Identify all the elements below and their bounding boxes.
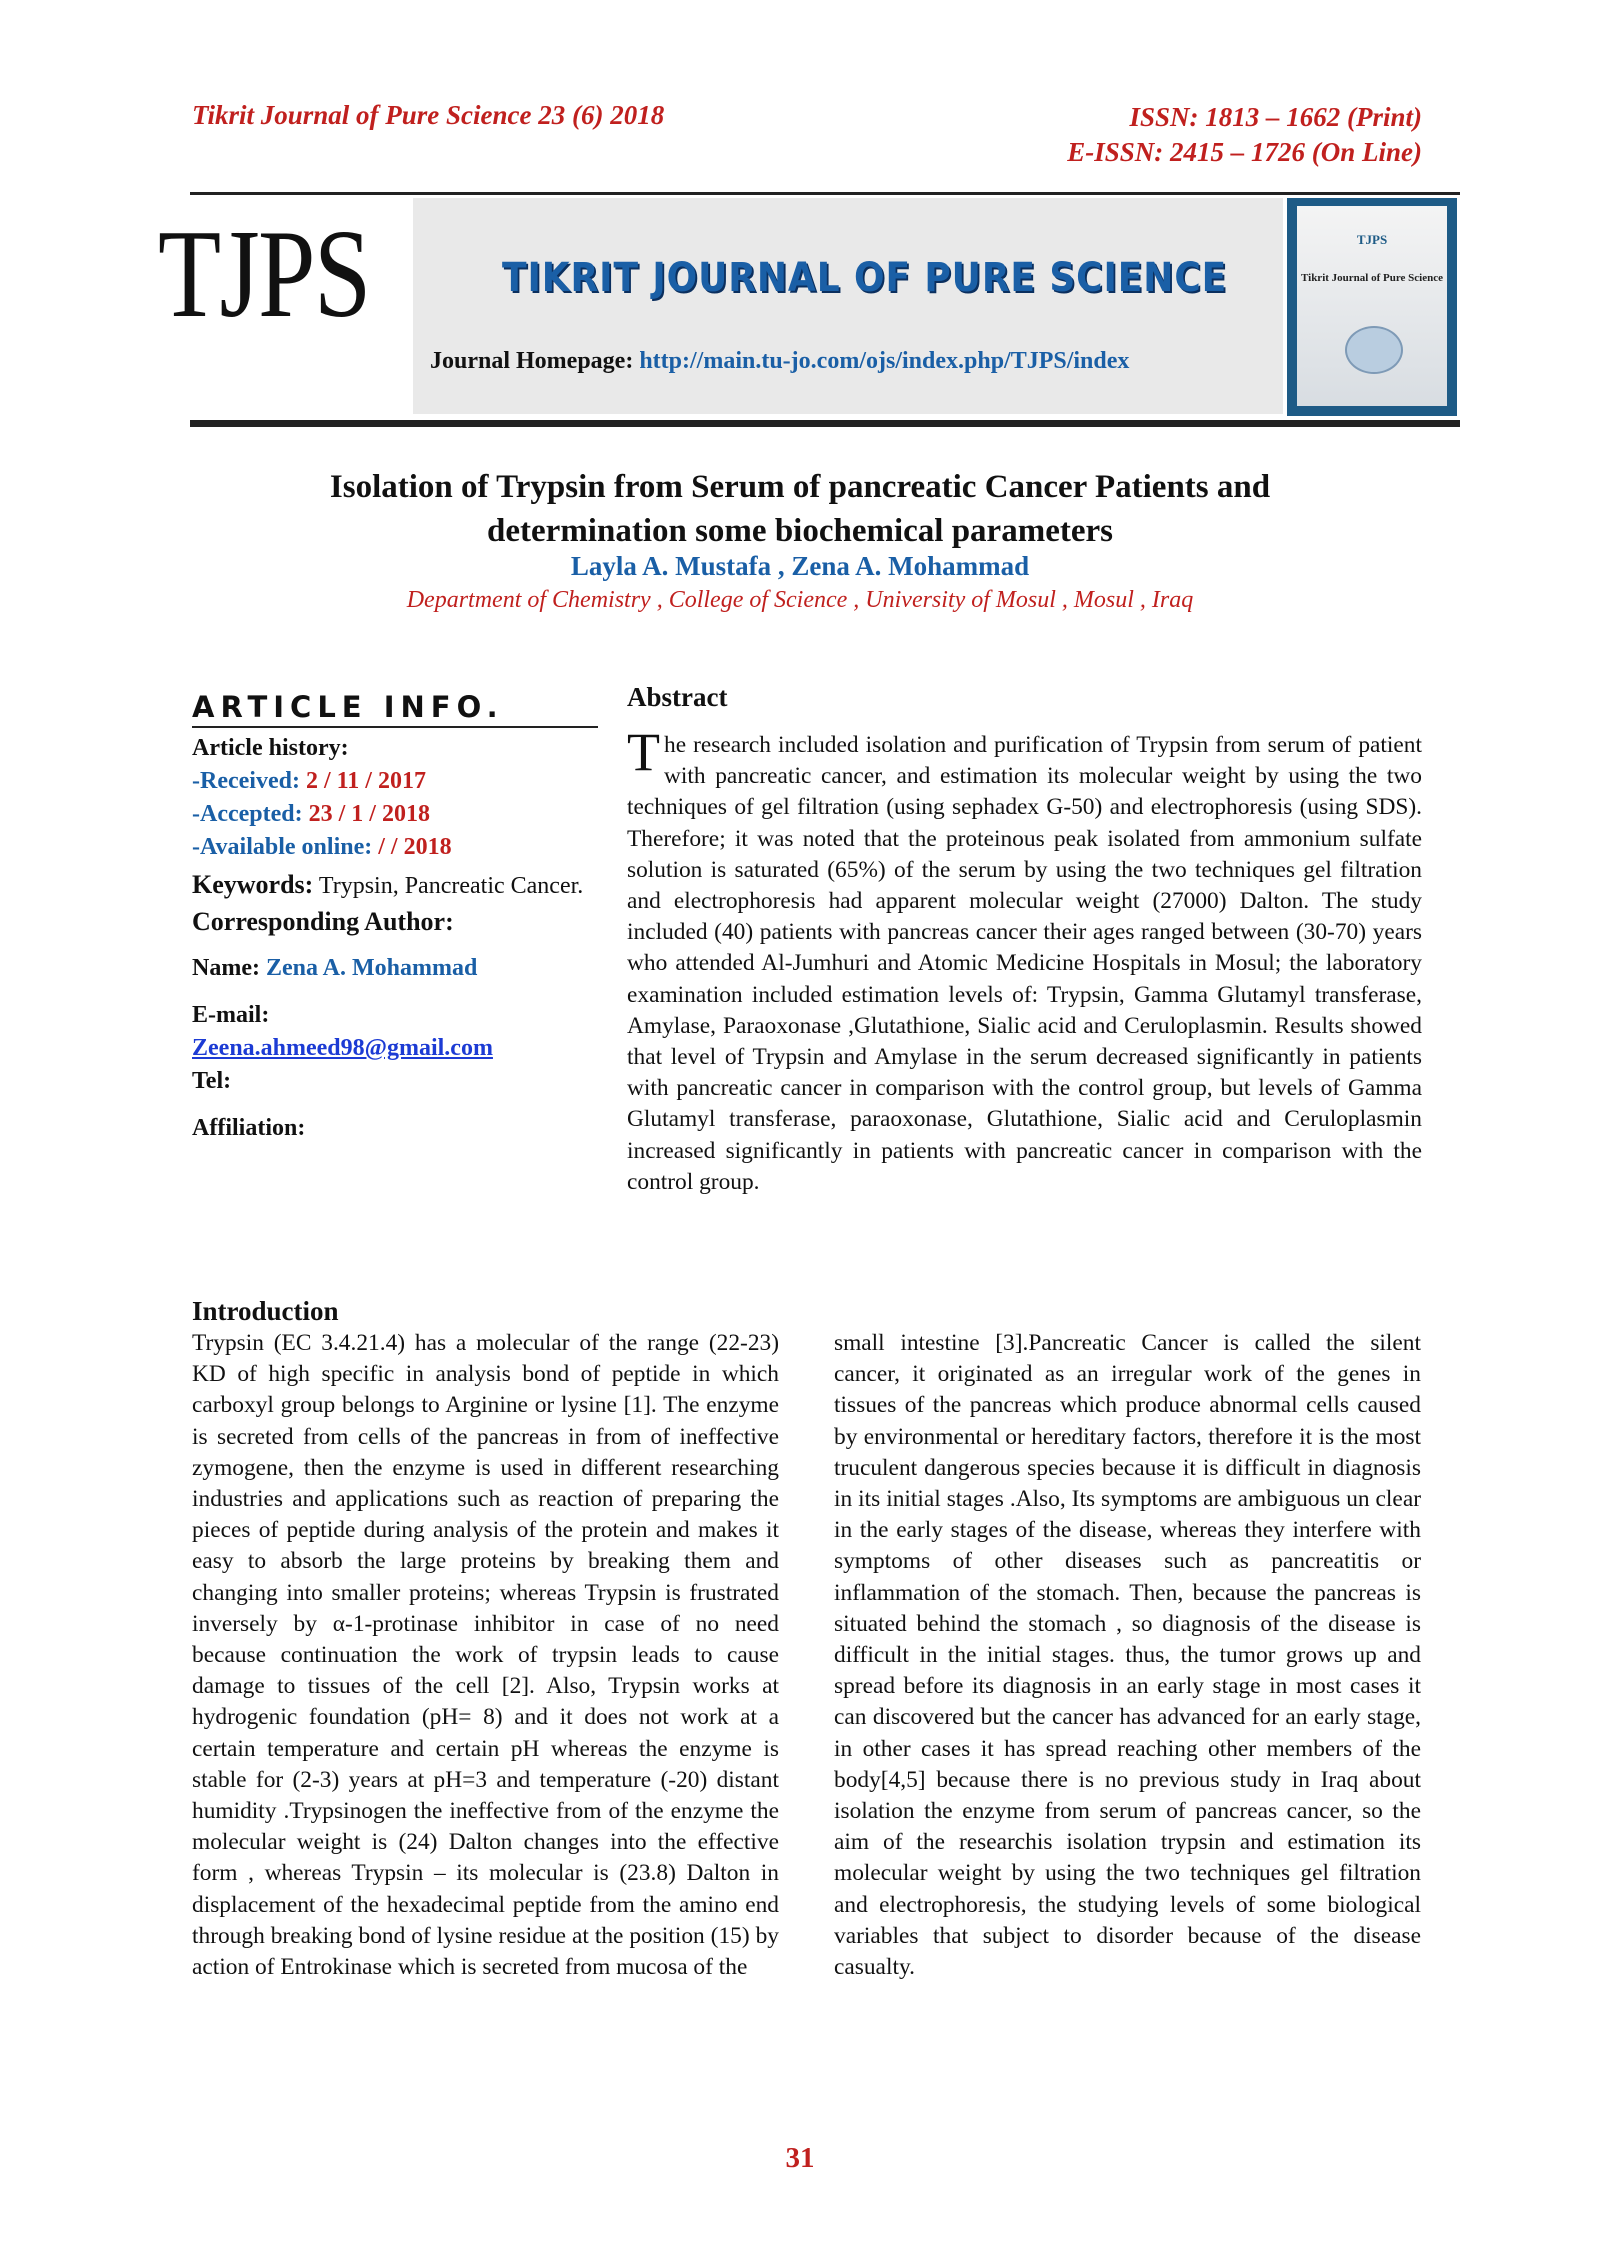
article-info-rule (192, 726, 598, 728)
name-row (192, 952, 598, 985)
history-label: Article history: (192, 735, 349, 761)
article-info-heading: ARTICLE INFO. (192, 690, 504, 724)
paper-authors: Layla A. Mustafa , Zena A. Mohammad (570, 551, 1030, 581)
email-link[interactable]: Zeena.ahmeed98@gmail.com (192, 1035, 493, 1061)
journal-banner (413, 198, 1283, 414)
received-row (192, 765, 598, 798)
received-value: 2 / 11 / 2017 (305, 768, 426, 794)
affiliation-label: Affiliation: (192, 1115, 306, 1141)
name-label: Name: (192, 955, 266, 981)
accepted-row (192, 798, 598, 831)
abstract-text (627, 722, 1422, 1198)
abstract-heading: Abstract (627, 682, 728, 712)
available-value: / / 2018 (378, 834, 452, 860)
keywords-label: Keywords: (192, 870, 314, 899)
cover-label: TJPS (1356, 232, 1388, 247)
paper-affiliation: Department of Chemistry , College of Science , University of Mosul , Mosul , Iraq (406, 587, 1194, 613)
issn-print: ISSN: 1813 – 1662 (Print) (1129, 102, 1422, 132)
abstract-drop-cap: T (627, 722, 660, 782)
available-row (192, 831, 598, 864)
introduction-column-2: small intestine [3].Pancreatic Cancer is called the silent cancer, it originated as an irregular work of the genes in tissues of the pancreas which produce abnormal cells caused by environmental or hereditary factors, therefore it is the most truculent dangerous species because it is difficult in diagnosis in its initial stages .Also, Its symptoms are ambiguous un clear in the early stages of the disease, whereas they interfere with symptoms of other diseases such as pancreatitis or inflammation of the stomach. Then, because the pancreas is situated behind the stomach , so diagnosis of the disease is difficult in the initial stages. thus, the tumor grows up and spread before its diagnosis in an early stage in most cases it can discovered but the cancer has advanced for an early stage, in other cases it has spread reaching other members of the body[4,5] because there is no previous study in Iraq about isolation the enzyme from serum of pancreas cancer, so the aim of the researchis isolation trypsin and estimation its molecular weight by using the two techniques gel filtration and electrophoresis, the studying levels of some biological variables that subject to disorder because of the disease casualty. (834, 1330, 1421, 1981)
accepted-label: -Accepted: (192, 801, 309, 827)
cover-title: Tikrit Journal of Pure Science (1301, 272, 1443, 284)
header-rule (190, 192, 1460, 195)
abstract-body: he research included isolation and purification of Trypsin from serum of patient with pancreatic cancer, and estimation its molecular weight by using the two techniques of gel filtration (using sephadex G-50) and electrophoresis (using SDS). Therefore; it was noted that the proteinous peak isolated from ammonium sulfate solution is saturated (65%) of the serum by using the two techniques gel filtration and electrophoresis had apparent molecular weight (27000) Dalton. The study included (40) patients with pancreas cancer their ages ranged between (30-70) years who attended Al-Jumhuri and Atomic Medicine Hospitals in Mosul; the laboratory examination included estimation levels of: Trypsin, Gamma Glutamyl transferase, Amylase, Paraoxonase ,Glutathione, Sialic acid and Ceruloplasmin. Results showed that level of Trypsin and Amylase in the serum decreased significantly in patients with pancreatic cancer in comparison with the control group, but levels of Gamma Glutamyl transferase, paraoxonase, Glutathione, Sialic acid and Ceruloplasmin increased significantly in patients with pancreatic cancer in comparison with the control group. (627, 732, 1422, 1195)
cover-seal-icon (1345, 326, 1403, 374)
journal-issue: Tikrit Journal of Pure Science 23 (6) 2018 (192, 100, 665, 130)
journal-homepage (430, 348, 1129, 375)
issn-online: E-ISSN: 2415 – 1726 (On Line) (1067, 137, 1422, 167)
article-info (192, 732, 598, 1145)
name-value: Zena A. Mohammad (265, 955, 478, 981)
homepage-label: Journal Homepage: (430, 348, 640, 374)
paper-title-line2: determination some biochemical parameters (487, 513, 1113, 549)
tel-label: Tel: (192, 1068, 232, 1094)
available-label: -Available online: (192, 834, 379, 860)
introduction-heading: Introduction (192, 1296, 339, 1326)
banner-rule (190, 420, 1460, 427)
journal-logo: TJPS (158, 205, 370, 344)
journal-title: TIKRIT JOURNAL OF PURE SCIENCE (502, 255, 1228, 301)
journal-cover-image (1287, 198, 1457, 416)
homepage-link[interactable]: http://main.tu-jo.com/ojs/index.php/TJPS/index (639, 348, 1130, 374)
issn-block (1067, 100, 1422, 170)
page-number: 31 (785, 2142, 815, 2174)
paper-title-line1: Isolation of Trypsin from Serum of pancreatic Cancer Patients and (329, 469, 1271, 505)
corresponding-author-label: Corresponding Author: (192, 907, 454, 936)
received-label: -Received: (192, 768, 306, 794)
email-label: E-mail: (192, 1002, 270, 1028)
introduction-column-1: Trypsin (EC 3.4.21.4) has a molecular of the range (22-23) KD of high specific in analysis bond of peptide in which carboxyl group belongs to Arginine or lysine [1]. The enzyme is secreted from cells of the pancreas in from of ineffective zymogene, then the enzyme is used in different researching industries and applications such as reaction of preparing the pieces of peptide during analysis of the protein and makes it easy to absorb the large proteins by breaking them and changing into smaller proteins; whereas Trypsin is frustrated inversely by α-1-protinase inhibitor in case of no need because continuation the work of trypsin leads to cause damage to tissues of the cell [2]. Also, Trypsin works at hydrogenic foundation (pH= 8) and it does not work at a certain temperature and certain pH whereas the enzyme is stable for (2-3) years at pH=3 and temperature (-20) distant humidity .Trypsinogen the ineffective from of the enzyme the molecular weight is (24) Dalton changes into the effective form , whereas Trypsin – its molecular is (23.8) Dalton in displacement of the hexadecimal peptide from the amino end through breaking bond of lysine residue at the position (15) by action of Entrokinase which is secreted from mucosa of the (192, 1330, 779, 1981)
accepted-value: 23 / 1 / 2018 (308, 801, 430, 827)
keywords-row (192, 868, 598, 903)
paper-title (0, 465, 1600, 553)
keywords-value: Trypsin, Pancreatic Cancer. (313, 873, 584, 899)
